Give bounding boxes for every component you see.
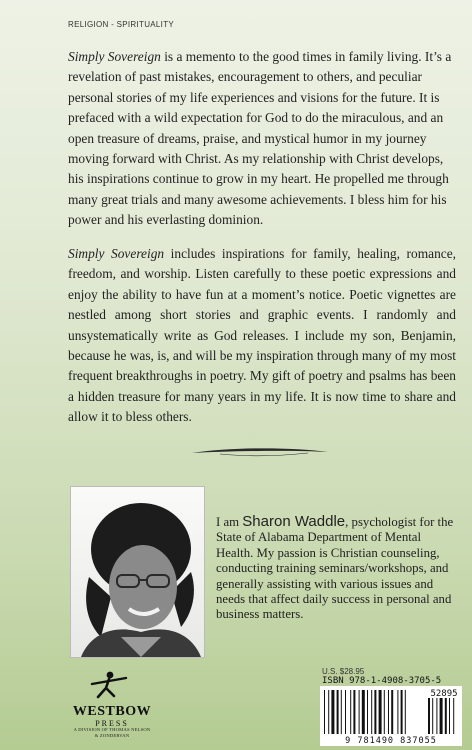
price-label: U.S. $28.95 bbox=[322, 667, 365, 676]
barcode-bar bbox=[374, 690, 376, 734]
blurb-paragraph-1 bbox=[68, 47, 456, 231]
swash-ornament-icon bbox=[190, 441, 330, 463]
blurb-paragraph-2 bbox=[68, 244, 456, 428]
blurb-text: is a memento to the good times in family living. It’s a revelation of past mistakes, encouragement to others, and peculiar personal stories of my life experiences and visions for the future. It is prefaced with a wild expectation for God to do the miraculous, and an open treasure of dreams, praise, and mystical humor in my journey moving forward with Christ. As my relationship with Christ develops, his inspirations continue to grow in my heart. He propelled me through many great trials and many awesome achievements. I bless him for his power and his everlasting dominion. bbox=[68, 49, 452, 228]
barcode-bar bbox=[359, 690, 360, 734]
barcode-addon-bar bbox=[440, 698, 443, 734]
book-title: Simply Sovereign bbox=[68, 49, 161, 64]
barcode-addon-digits: 52895 bbox=[430, 689, 458, 699]
barcode-addon-bar bbox=[432, 698, 433, 734]
author-name: Sharon Waddle bbox=[242, 513, 346, 530]
blurb-text: includes inspirations for family, healing, romance, freedom, and worship. Listen carefully to these poetic expressions and enjoy the ability to have fun at a moment’s notice. Poetic vignettes are nestled among short stories and graphic events. I randomly and unsystematically write as God releases. I include my son, Benjamin, because he was, is, and will be my inspiration through many of my most frequent breakthroughs in poetry. My gift of poetry and psalms has been a hidden treasure for many years in my life. It is now time to share and allow it to bless others. bbox=[68, 246, 457, 425]
isbn-label: ISBN 978-1-4908-3705-5 bbox=[322, 676, 442, 686]
barcode-bar bbox=[388, 690, 389, 734]
publisher-line-1: A DIVISION OF THOMAS NELSON bbox=[73, 727, 151, 732]
barcode-bar bbox=[391, 690, 393, 734]
barcode-bar bbox=[379, 690, 382, 734]
book-title: Simply Sovereign bbox=[68, 246, 165, 261]
barcode-bar bbox=[405, 690, 406, 734]
author-bio-text: , psychologist for the State of Alabama Department of Mental Health. My passion is Christian counseling, conducting training seminars/workshops, and generally assisting with various issues and needs that affect daily success in personal and business matters. bbox=[216, 515, 454, 622]
barcode-bar bbox=[367, 690, 368, 734]
barcode-bar bbox=[397, 690, 398, 734]
barcode-bar bbox=[341, 690, 342, 734]
barcode-bar bbox=[328, 690, 329, 734]
barcode-addon-bar bbox=[436, 698, 437, 734]
publisher-press: PRESS bbox=[95, 719, 129, 728]
category-label: RELIGION - SPIRITUALITY bbox=[68, 20, 175, 29]
barcode-bar bbox=[384, 690, 385, 734]
barcode-bar bbox=[337, 690, 339, 734]
barcode-bar bbox=[353, 690, 355, 734]
barcode-digits: 9 781490 837055 bbox=[345, 736, 437, 746]
publisher-name: WESTBOW bbox=[72, 704, 152, 719]
barcode-bar bbox=[401, 690, 403, 734]
barcode-bar bbox=[371, 690, 372, 734]
author-photo bbox=[70, 486, 205, 658]
barcode-bar bbox=[362, 690, 365, 734]
barcode-bar bbox=[324, 690, 325, 734]
barcode-bar bbox=[350, 690, 351, 734]
barcode-addon-bar bbox=[428, 698, 430, 734]
barcode-bar bbox=[331, 690, 334, 734]
barcode-addon-bar bbox=[449, 698, 450, 734]
publisher-line-2: & ZONDERVAN bbox=[94, 733, 130, 738]
barcode-bar bbox=[345, 690, 346, 734]
publisher-division bbox=[64, 727, 160, 739]
author-intro: I am bbox=[216, 515, 243, 529]
runner-figure-icon bbox=[86, 670, 130, 700]
barcode-addon-bar bbox=[445, 698, 447, 734]
author-bio bbox=[216, 514, 456, 623]
barcode-addon-bar bbox=[453, 698, 454, 734]
